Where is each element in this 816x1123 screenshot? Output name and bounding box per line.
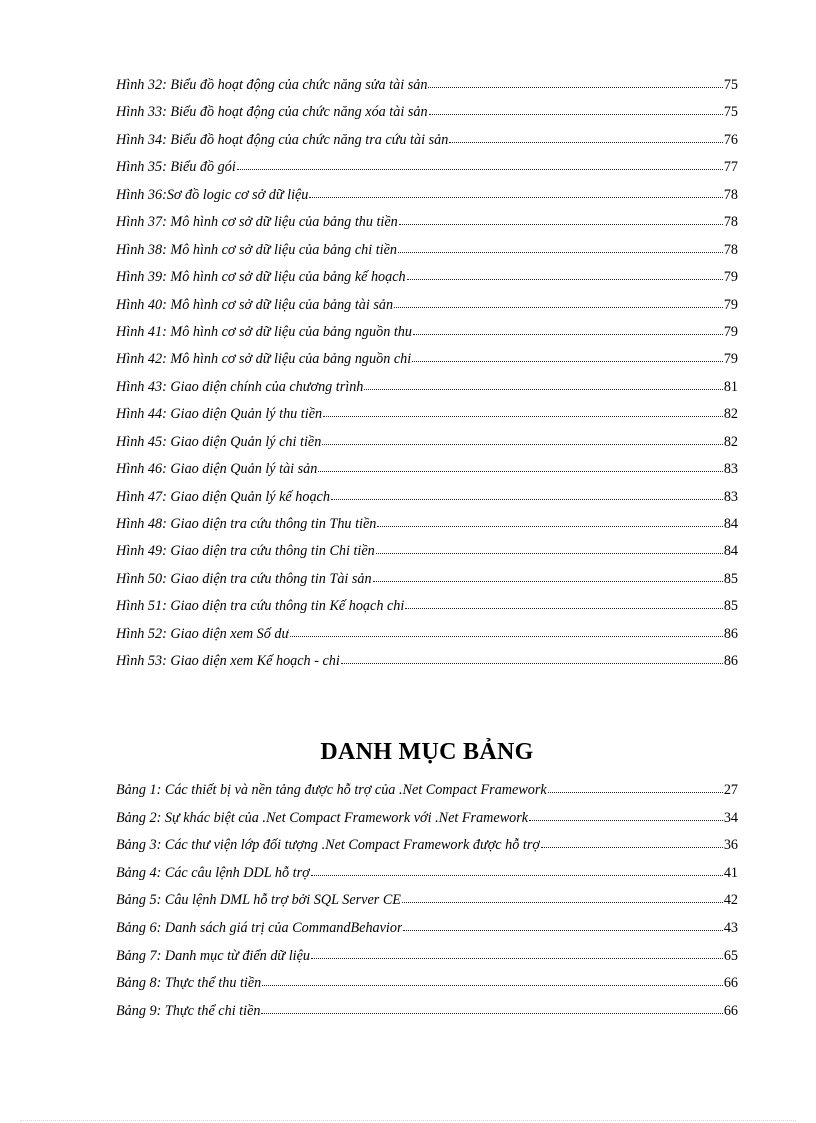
- dot-leader: [449, 130, 723, 144]
- dot-leader: [398, 240, 723, 254]
- table-entry-page-number: 42: [723, 892, 738, 909]
- table-list: [116, 780, 738, 1028]
- dot-leader: [548, 780, 723, 794]
- table-entry[interactable]: [116, 890, 738, 918]
- table-entry-label: Bảng 1: Các thiết bị và nền tảng được hỗ trợ của .Net Compact Framework: [116, 782, 547, 798]
- dot-leader: [429, 102, 723, 116]
- figure-entry[interactable]: [116, 569, 738, 596]
- dot-leader: [413, 322, 723, 336]
- figure-entry-page-number: 84: [723, 516, 738, 532]
- figure-entry-label: Hình 42: Mô hình cơ sở dữ liệu của bảng nguồn chi: [116, 351, 412, 368]
- figure-entry[interactable]: [116, 157, 738, 184]
- figure-entry[interactable]: [116, 267, 738, 294]
- dot-leader: [407, 267, 723, 281]
- figure-entry[interactable]: [116, 102, 738, 129]
- figure-entry[interactable]: [116, 130, 738, 157]
- table-entry-page-number: 66: [723, 1002, 738, 1019]
- table-entry-label: Bảng 5: Câu lệnh DML hỗ trợ bởi SQL Server CE: [116, 892, 401, 909]
- table-entry-label: Bảng 4: Các câu lệnh DDL hỗ trợ: [116, 864, 310, 881]
- dot-leader: [261, 1001, 722, 1015]
- table-entry[interactable]: [116, 863, 738, 891]
- figure-entry-label: Hình 39: Mô hình cơ sở dữ liệu của bảng kế hoạch: [116, 269, 406, 286]
- figure-entry-page-number: 77: [723, 159, 738, 176]
- table-entry-label: Bảng 3: Các thư viện lớp đối tượng .Net Compact Framework được hỗ trợ: [116, 837, 540, 854]
- figure-entry-page-number: 76: [723, 131, 738, 148]
- figure-entry-label: Hình 45: Giao diện Quản lý chi tiền: [116, 433, 322, 450]
- table-entry-page-number: 41: [723, 864, 738, 881]
- figure-entry[interactable]: [116, 377, 738, 404]
- tables-heading: DANH MỤC BẢNG: [320, 739, 534, 765]
- figure-entry-label: Hình 48: Giao diện tra cứu thông tin Thu tiền: [116, 516, 377, 532]
- figure-entry-page-number: 86: [723, 653, 738, 670]
- figure-entry-page-number: 84: [723, 543, 738, 560]
- figure-entry[interactable]: [116, 596, 738, 623]
- figure-entry[interactable]: [116, 624, 738, 651]
- table-entry-page-number: 34: [723, 809, 738, 826]
- figure-entry-page-number: 79: [723, 269, 738, 286]
- dot-leader: [311, 863, 723, 877]
- table-entry-label: Bảng 6: Danh sách giá trị của CommandBehavior: [116, 919, 403, 936]
- table-entry-label: Bảng 7: Danh mục từ điển dữ liệu: [116, 947, 310, 964]
- dot-leader: [428, 75, 722, 89]
- figure-entry-label: Hình 37: Mô hình cơ sở dữ liệu của bảng thu tiền: [116, 214, 398, 231]
- figure-entry-page-number: 81: [723, 378, 738, 395]
- table-entry[interactable]: [116, 835, 738, 863]
- figure-entry-page-number: 75: [723, 77, 738, 93]
- dot-leader: [412, 349, 723, 363]
- figure-entry-label: Hình 36:Sơ đồ logic cơ sở dữ liệu: [116, 186, 309, 203]
- table-entry-label: Bảng 2: Sự khác biệt của .Net Compact Framework với .Net Framework: [116, 809, 529, 826]
- table-entry[interactable]: [116, 973, 738, 1001]
- figure-entry-page-number: 78: [723, 214, 738, 231]
- figure-entry-label: Hình 50: Giao diện tra cứu thông tin Tài sản: [116, 570, 372, 587]
- figure-entry[interactable]: [116, 75, 738, 102]
- dot-leader: [237, 157, 723, 171]
- figure-entry[interactable]: [116, 404, 738, 431]
- figure-entry-page-number: 83: [723, 461, 738, 478]
- figure-entry-page-number: 83: [723, 488, 738, 505]
- figure-entry[interactable]: [116, 459, 738, 486]
- table-entry-page-number: 65: [723, 947, 738, 964]
- figure-entry-label: Hình 49: Giao diện tra cứu thông tin Chi tiền: [116, 543, 375, 560]
- dot-leader: [377, 514, 722, 528]
- dot-leader: [529, 808, 723, 822]
- table-entry-label: Bảng 8: Thực thể thu tiền: [116, 975, 262, 992]
- figure-entry-page-number: 86: [723, 625, 738, 642]
- figure-entry-label: Hình 53: Giao diện xem Kế hoạch - chi: [116, 653, 340, 670]
- figure-entry-page-number: 78: [723, 241, 738, 258]
- figure-entry[interactable]: [116, 212, 738, 239]
- dot-leader: [341, 651, 723, 665]
- dot-leader: [373, 569, 723, 583]
- dot-leader: [311, 946, 723, 960]
- table-entry[interactable]: [116, 780, 738, 808]
- figure-entry-label: Hình 52: Giao diện xem Số dư: [116, 625, 290, 642]
- table-entry[interactable]: [116, 1001, 738, 1029]
- table-entry[interactable]: [116, 918, 738, 946]
- figure-entry-page-number: 85: [723, 598, 738, 615]
- dot-leader: [405, 596, 723, 610]
- figure-entry-page-number: 85: [723, 570, 738, 587]
- table-entry-page-number: 36: [723, 837, 738, 854]
- dot-leader: [323, 404, 723, 418]
- dot-leader: [402, 890, 723, 904]
- figure-entry-page-number: 79: [723, 351, 738, 368]
- dot-leader: [262, 973, 723, 987]
- table-entry[interactable]: [116, 946, 738, 974]
- figure-entry-page-number: 82: [723, 433, 738, 450]
- table-entry-page-number: 66: [723, 975, 738, 992]
- figure-entry-label: Hình 38: Mô hình cơ sở dữ liệu của bảng chi tiền: [116, 241, 397, 258]
- figure-entry-label: Hình 44: Giao diện Quản lý thu tiền: [116, 406, 323, 423]
- figure-entry[interactable]: [116, 514, 738, 541]
- dot-leader: [309, 185, 722, 199]
- figure-entry[interactable]: [116, 487, 738, 514]
- dot-leader: [364, 377, 722, 391]
- dot-leader: [541, 835, 723, 849]
- figure-entry-label: Hình 40: Mô hình cơ sở dữ liệu của bảng tài sản: [116, 296, 394, 313]
- figure-entry-label: Hình 34: Biểu đồ hoạt động của chức năng tra cứu tài sản: [116, 131, 449, 148]
- figure-entry-label: Hình 35: Biểu đồ gói: [116, 159, 236, 176]
- dot-leader: [376, 541, 723, 555]
- page-bottom-rule: [20, 1120, 796, 1121]
- figure-entry-label: Hình 47: Giao diện Quản lý kế hoạch: [116, 488, 330, 505]
- figure-entry[interactable]: [116, 322, 738, 349]
- figure-entry-label: Hình 41: Mô hình cơ sở dữ liệu của bảng nguồn thu: [116, 323, 412, 340]
- figure-entry[interactable]: [116, 295, 738, 322]
- figure-entry-label: Hình 33: Biểu đồ hoạt động của chức năng xóa tài sản: [116, 104, 428, 121]
- figure-entry-label: Hình 51: Giao diện tra cứu thông tin Kế hoạch chi: [116, 598, 405, 615]
- dot-leader: [290, 624, 723, 638]
- table-entry[interactable]: [116, 808, 738, 836]
- figure-entry-page-number: 82: [723, 406, 738, 423]
- dot-leader: [403, 918, 722, 932]
- figure-entry[interactable]: [116, 185, 738, 212]
- dot-leader: [318, 459, 722, 473]
- dot-leader: [322, 432, 723, 446]
- figure-entry-page-number: 75: [723, 104, 738, 121]
- figure-entry[interactable]: [116, 432, 738, 459]
- figure-entry[interactable]: [116, 349, 738, 376]
- dot-leader: [399, 212, 723, 226]
- figure-entry-label: Hình 32: Biểu đồ hoạt động của chức năng sửa tài sản: [116, 77, 428, 93]
- figure-entry[interactable]: [116, 240, 738, 267]
- figure-entry-page-number: 79: [723, 323, 738, 340]
- figure-entry-page-number: 78: [723, 186, 738, 203]
- figure-entry-label: Hình 46: Giao diện Quản lý tài sản: [116, 461, 318, 478]
- figure-entry[interactable]: [116, 651, 738, 678]
- table-entry-label: Bảng 9: Thực thể chi tiền: [116, 1002, 261, 1019]
- figure-list: [116, 75, 738, 679]
- table-entry-page-number: 43: [723, 919, 738, 936]
- dot-leader: [331, 487, 723, 501]
- dot-leader: [394, 295, 723, 309]
- figure-entry[interactable]: [116, 541, 738, 568]
- figure-entry-label: Hình 43: Giao diện chính của chương trình: [116, 378, 364, 395]
- table-entry-page-number: 27: [723, 782, 738, 798]
- figure-entry-page-number: 79: [723, 296, 738, 313]
